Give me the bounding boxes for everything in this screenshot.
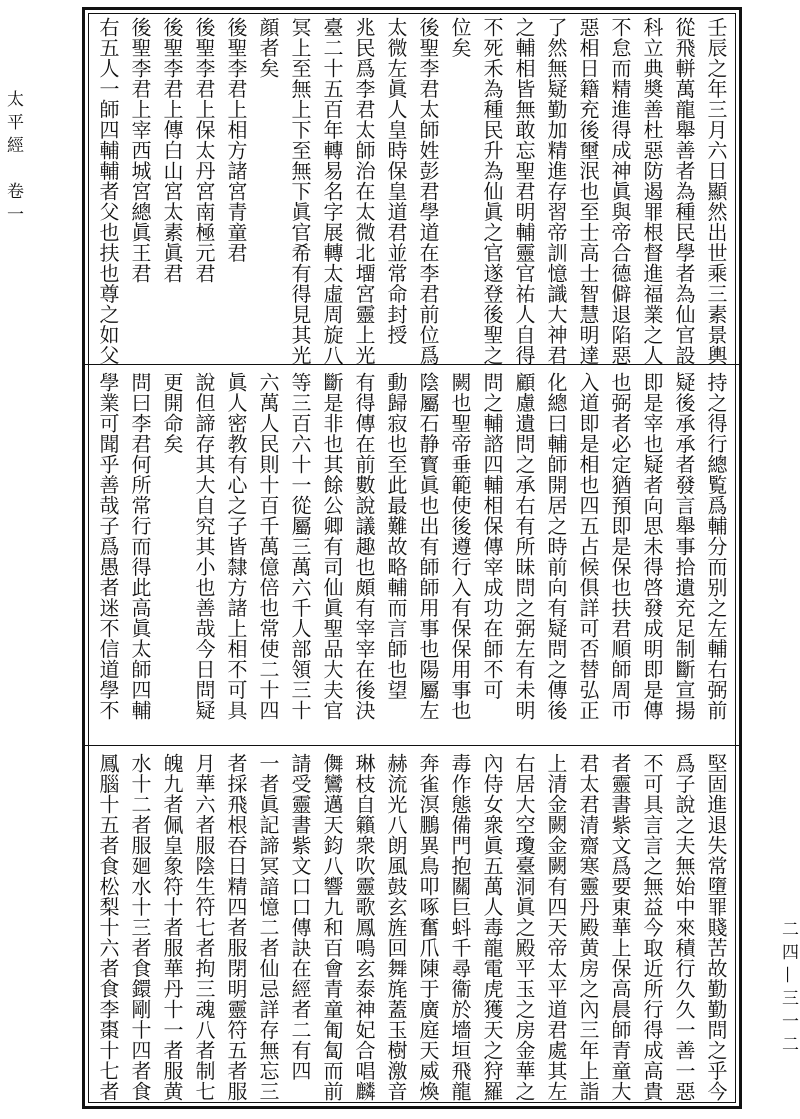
text-column: 儛鸞邁天鈞八響九和百會青童匍匐而前 bbox=[320, 753, 344, 1102]
text-column: 了然無疑勤加精進存習帝訓憶識大神君 bbox=[544, 17, 568, 366]
text-column: 毒作態備門抱關巨蚪千尋衞於墻垣飛龍 bbox=[448, 753, 472, 1102]
text-column: 臺二十五百年轉易名字展轉太虛周旋八 bbox=[320, 17, 344, 366]
text-column: 壬辰之年三月六日顯然出世乘三素景輿 bbox=[704, 17, 728, 366]
text-column: 奔雀溟鵬異鳥叩啄奮爪陳于廣庭天威煥 bbox=[416, 753, 440, 1102]
text-column: 後聖李君上傳白山宮太素眞君 bbox=[160, 17, 184, 284]
text-column: 赫流光八朗風鼓玄旌回舞旄蓋玉樹激音 bbox=[384, 753, 408, 1102]
text-column: 右五人一師四輔輔者父也扶也尊之如父 bbox=[96, 17, 120, 366]
text-column: 入道即是相也四五占候俱詳可否替弘正 bbox=[576, 372, 600, 721]
text-column: 之輔相皆無敢忘聖君明輔靈官祐人自得 bbox=[512, 17, 536, 366]
text-column: 持之得行總覧爲輔分而别之左輔右弼前 bbox=[704, 372, 728, 721]
text-panel-bottom bbox=[86, 747, 738, 1104]
text-column: 有得傳在前數說議趣也頗有宰宰在後決 bbox=[352, 372, 376, 721]
text-column: 鳳腦十五者食松梨十六者食李棗十七者 bbox=[96, 753, 120, 1102]
text-column: 闕也聖帝垂範使後遵行入有保保用事也 bbox=[448, 372, 472, 721]
text-column: 後聖李君太師姓彭君學道在李君前位爲 bbox=[416, 17, 440, 366]
text-column: 顧慮遺問之承右有所昧問之弼左有未明 bbox=[512, 372, 536, 721]
right-margin-page-number: 二四—三一二 bbox=[778, 920, 798, 1058]
text-column: 化總曰輔師開居之時前向有疑問之傳後 bbox=[544, 372, 568, 721]
text-column: 請受靈書紫文口口傳訣在經者二有四 bbox=[288, 753, 312, 1081]
text-column: 右居大空瓊臺洞眞之殿平玉之房金華之 bbox=[512, 753, 536, 1102]
text-column: 位矣 bbox=[448, 17, 472, 58]
text-column: 太微左眞人皇時保皇道君並常命封授 bbox=[384, 17, 408, 345]
text-column: 惡相日籍充後壐泯也至士高士智慧明達 bbox=[576, 17, 600, 366]
text-column: 說但諦存其大自究其小也善哉今日問疑 bbox=[192, 372, 216, 721]
text-column: 後聖李君上宰西城宮總眞王君 bbox=[128, 17, 152, 284]
text-column: 堅固進退失常墮罪賤苦故勤勤問之乎今 bbox=[704, 753, 728, 1102]
text-column: 等三百六十一從屬三萬六千人部領三十 bbox=[288, 372, 312, 721]
text-column: 上清金闕金闕有四天帝太平道君處其左 bbox=[544, 753, 568, 1102]
left-margin-title: 太平經 卷一 bbox=[3, 90, 23, 228]
text-column: 月華六者服陰生符七者拘三魂八者制七 bbox=[192, 753, 216, 1102]
text-column: 者採飛根吞日精四者服閉明靈符五者服 bbox=[224, 753, 248, 1102]
text-column: 一者眞記諦冥諳憶二者仙忌詳存無忘三 bbox=[256, 753, 280, 1102]
text-column: 也弼者必定猶預即是保也扶君順師周帀 bbox=[608, 372, 632, 721]
text-column: 動歸寂也至此最難故略輔而言師也望 bbox=[384, 372, 408, 700]
text-column: 後聖李君上保太丹宮南極元君 bbox=[192, 17, 216, 284]
text-column: 內侍女衆眞五萬人毒龍電虎獲天之狩羅 bbox=[480, 753, 504, 1102]
text-column: 眞人密教有心之子皆隸方諸上相不可具 bbox=[224, 372, 248, 721]
text-column: 爲子說之夫無始中來積行久久一善一惡 bbox=[672, 753, 696, 1102]
text-column: 更開命矣 bbox=[160, 372, 184, 454]
text-column: 學業可聞乎善哉子爲愚者迷不信道學不 bbox=[96, 372, 120, 721]
text-column: 後聖李君上相方諸宮青童君 bbox=[224, 17, 248, 263]
text-column: 兆民爲李君太師治在太微北㙧宮靈上光 bbox=[352, 17, 376, 366]
text-column: 不可具言言之無益今取近所行得成高貴 bbox=[640, 753, 664, 1102]
text-column: 科立典奬善杜惡防遏罪根督進福業之人 bbox=[640, 17, 664, 366]
text-column: 六萬人民則十百千萬億倍也常使二十四 bbox=[256, 372, 280, 721]
text-column: 從飛軿萬龍舉善者為種民學者為仙官設 bbox=[672, 17, 696, 366]
text-column: 疑後承承者發言舉事拾遺充足制斷宣揚 bbox=[672, 372, 696, 721]
text-column: 琳枝自籟衆吹靈歌鳳鳴玄泰神妃合唱麟 bbox=[352, 753, 376, 1102]
text-panel-middle bbox=[86, 366, 738, 744]
text-column: 顔者矣 bbox=[256, 17, 280, 79]
text-column: 斷是非也其餘公卿有司仙眞聖品大夫官 bbox=[320, 372, 344, 721]
text-column: 冥上至無上下至無下眞官希有得見其光 bbox=[288, 17, 312, 366]
text-column: 即是宰也疑者向思未得啓發成明即是傳 bbox=[640, 372, 664, 721]
text-column: 不死禾為種民升為仙眞之官遂登後聖之 bbox=[480, 17, 504, 366]
text-column: 陰屬石静寳眞也出有師師用事也陽屬左 bbox=[416, 372, 440, 721]
text-column: 君太君清齋寒靈丹殿黄房之內三年上詣 bbox=[576, 753, 600, 1102]
text-column: 問曰李君何所常行而得此高眞太師四輔 bbox=[128, 372, 152, 721]
text-column: 者靈書紫文爲要東華上保高晨師青童大 bbox=[608, 753, 632, 1102]
text-panel-top bbox=[86, 11, 738, 366]
text-column: 問之輔諮四輔相保傳宰成功在師不可 bbox=[480, 372, 504, 700]
panel-divider-2 bbox=[82, 745, 742, 746]
text-column: 魄九者佩皇象符十者服華丹十一者服黄 bbox=[160, 753, 184, 1102]
text-column: 不怠而精進得成神眞與帝合德僻退陷惡 bbox=[608, 17, 632, 366]
text-column: 水十二者服廻水十三者食鐶剛十四者食 bbox=[128, 753, 152, 1102]
